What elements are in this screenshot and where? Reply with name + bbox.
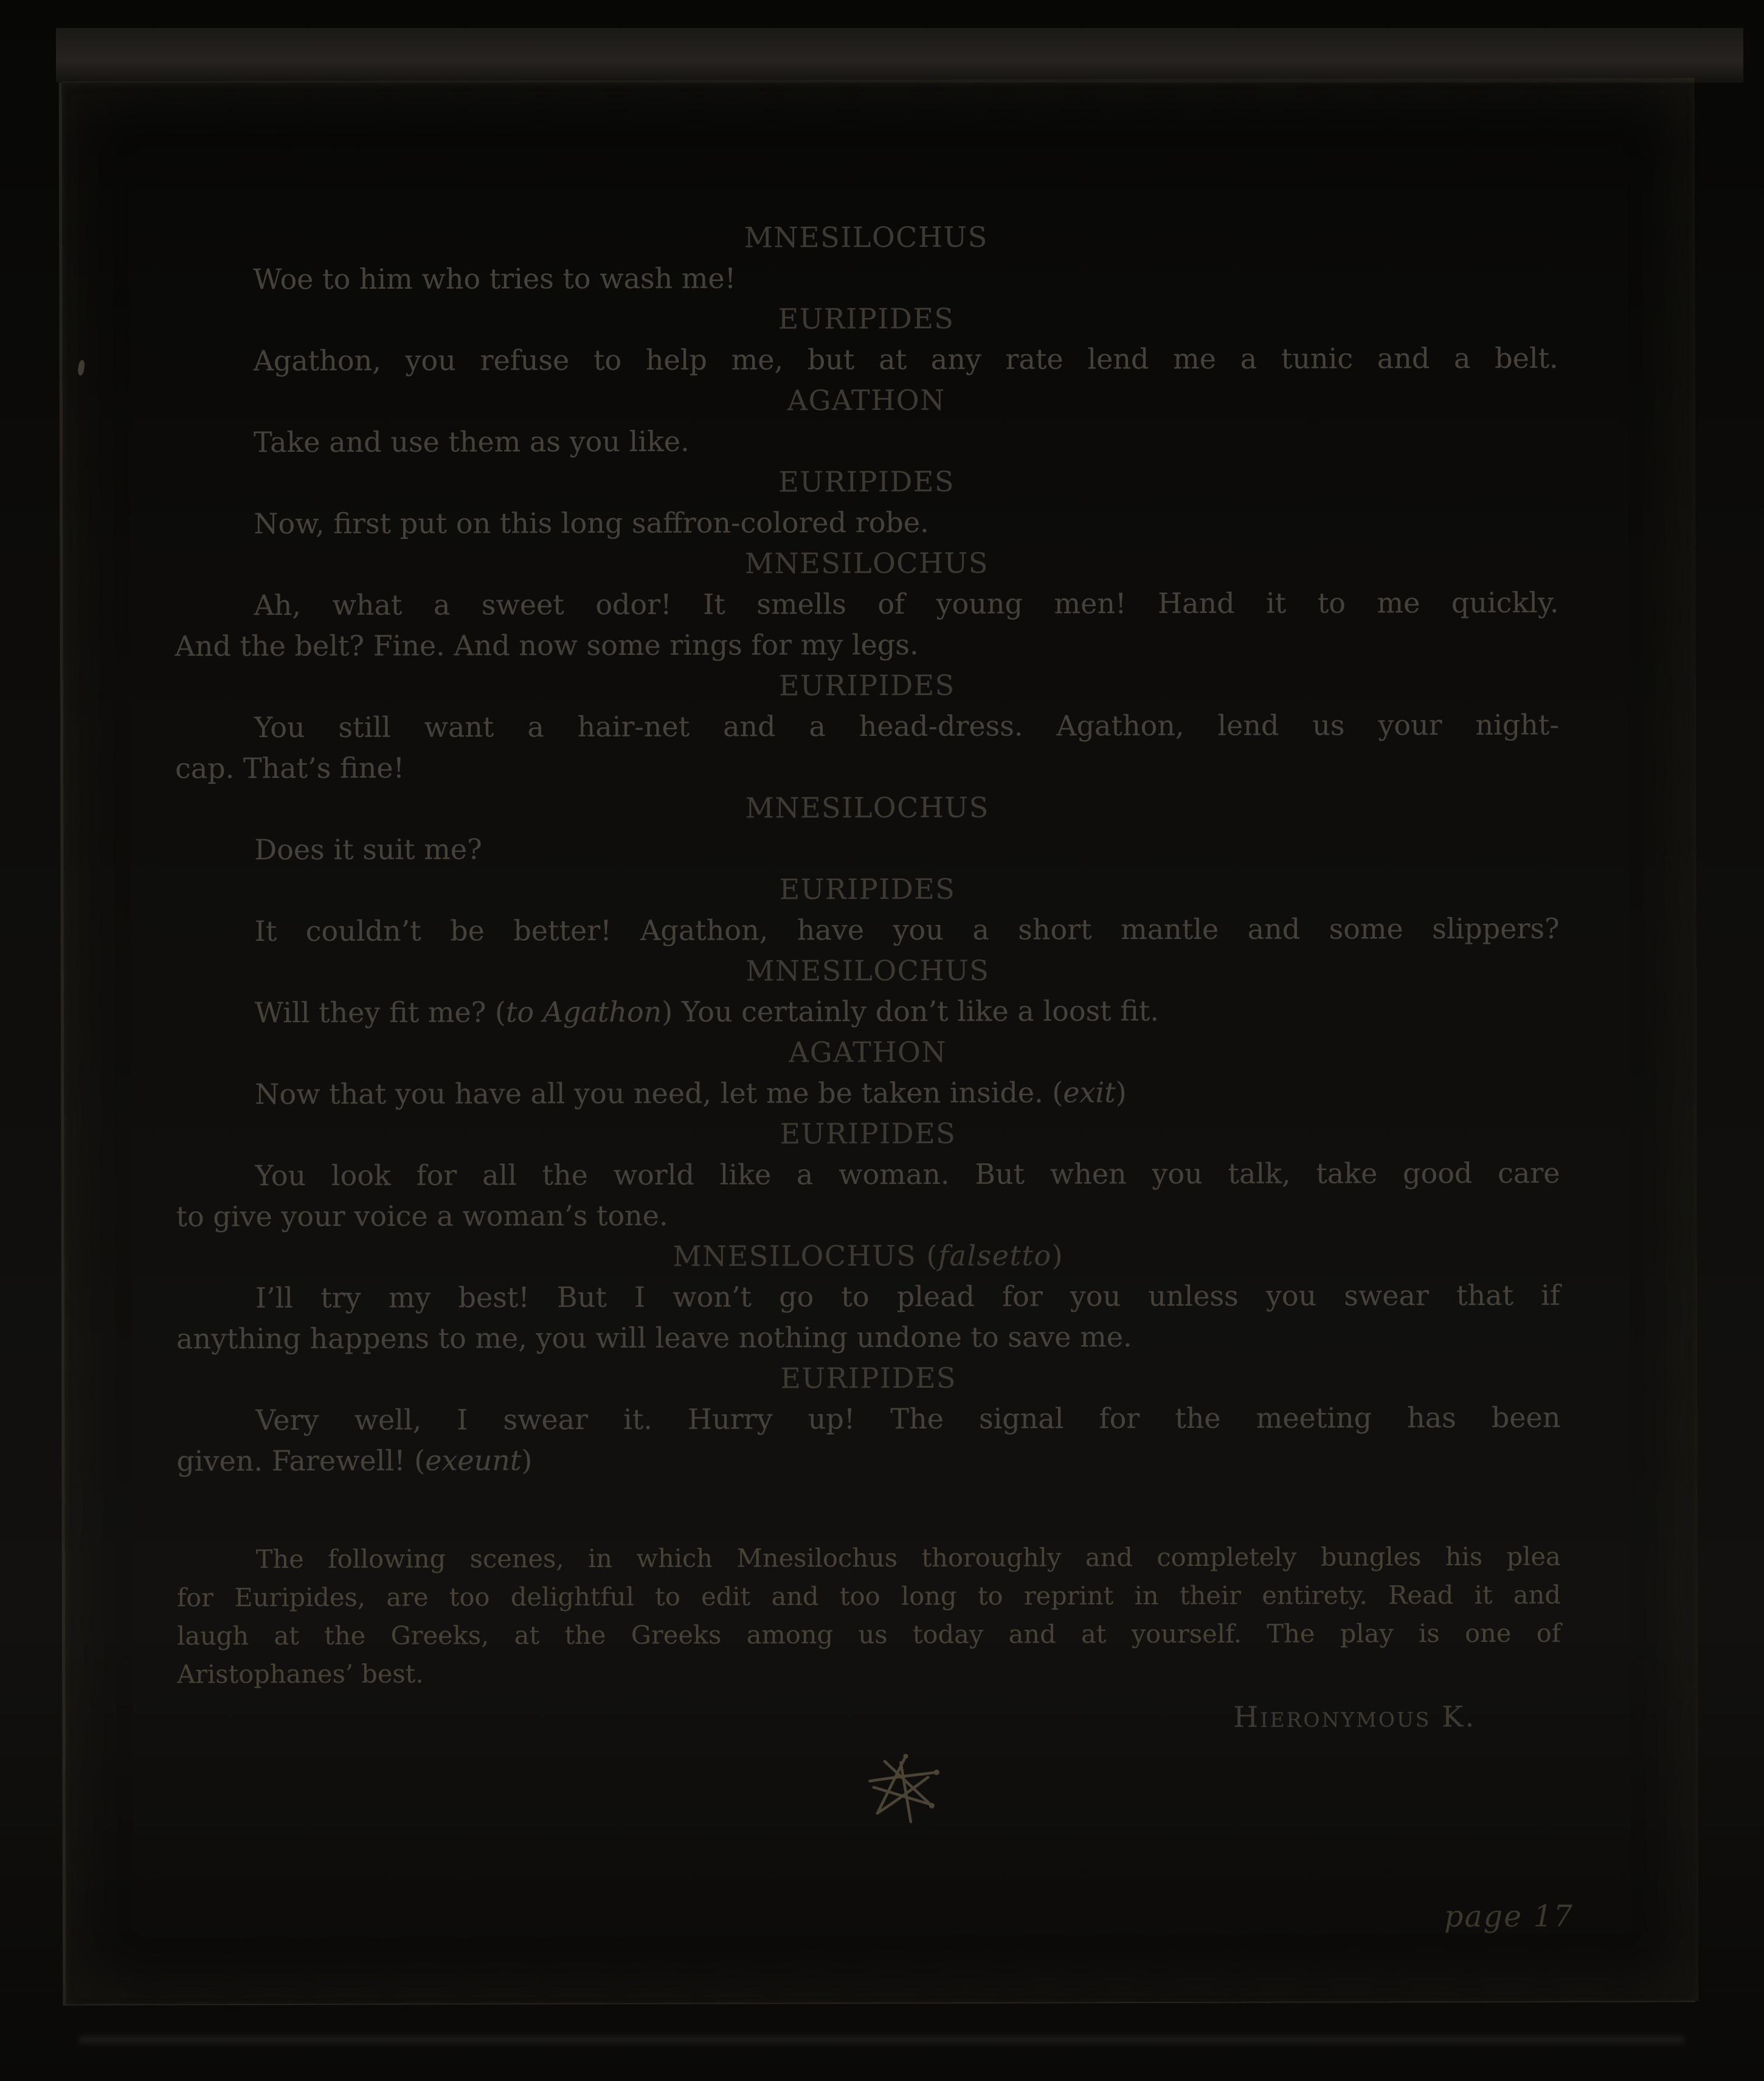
dialogue-line: The following scenes, in which Mnesilochus thoroughly and completely bungles his plea: [255, 1541, 1561, 1574]
dialogue-line: laugh at the Greeks, at the Greeks among us today and at yourself. The play is one of: [176, 1618, 1562, 1651]
speaker-heading: AGATHON: [789, 1035, 947, 1069]
speaker-heading: MNESILOCHUS: [745, 791, 989, 825]
speaker-heading: AGATHON: [787, 383, 946, 417]
dialogue-line: Aristophanes’ best.: [177, 1658, 424, 1689]
speaker-heading: MNESILOCHUS: [745, 954, 990, 988]
dialogue-line: Now, first put on this long saffron-colored robe.: [254, 505, 929, 541]
star-scribble-icon: [866, 1751, 944, 1826]
backdrop-streak: [79, 2036, 1684, 2043]
page-content: [174, 216, 1561, 1740]
dialogue-line: cap. That’s fine!: [175, 751, 405, 785]
book-edge-shadow: [56, 28, 1743, 83]
speaker-heading: EURIPIDES: [778, 302, 955, 336]
speaker-heading: MNESILOCHUS: [744, 220, 988, 254]
speaker-heading: EURIPIDES: [778, 465, 955, 499]
dialogue-line: Take and use them as you like.: [253, 424, 690, 459]
ink-speck: [77, 359, 85, 376]
dialogue-line: to give your voice a woman’s tone.: [176, 1199, 668, 1233]
page-number: page 17: [1444, 1899, 1574, 1934]
dialogue-line: You still want a hair-net and a head-dress. Agathon, lend us your night-: [254, 708, 1559, 744]
dialogue-line: And the belt? Fine. And now some rings for my legs.: [175, 628, 919, 663]
speaker-heading: EURIPIDES: [780, 1361, 957, 1395]
speaker-heading: EURIPIDES: [778, 668, 955, 702]
editor-signature: Hieronymous K.: [1233, 1700, 1476, 1734]
speaker-heading: EURIPIDES: [779, 872, 956, 906]
speaker-heading: EURIPIDES: [780, 1117, 956, 1151]
dialogue-line: Does it suit me?: [254, 833, 482, 867]
speaker-heading: MNESILOCHUS: [744, 546, 989, 580]
dialogue-line: You look for all the world like a woman. But when you talk, take good care: [255, 1156, 1560, 1193]
dialogue-line: It couldn’t be better! Agathon, have you a short mantle and some slippers?: [254, 912, 1560, 948]
dialogue: [174, 216, 1560, 1482]
dialogue-line: Agathon, you refuse to help me, but at any rate lend me a tunic and a belt.: [253, 341, 1558, 378]
dialogue-line: Will they fit me? (to Agathon) You certainly don’t like a loost fit.: [254, 994, 1160, 1030]
dialogue-line: given. Farewell! (exeunt): [176, 1444, 533, 1478]
dialogue-line: Very well, I swear it. Hurry up! The signal for the meeting has been: [255, 1401, 1561, 1437]
editor-note: [177, 1537, 1562, 1694]
speaker-heading: MNESILOCHUS (falsetto): [673, 1239, 1064, 1273]
dialogue-line: I’ll try my best! But I won’t go to plead for you unless you swear that if: [255, 1278, 1560, 1315]
dialogue-line: Woe to him who tries to wash me!: [253, 261, 736, 296]
dialogue-line: Now that you have all you need, let me be taken inside. (exit): [255, 1076, 1127, 1111]
dialogue-line: Ah, what a sweet odor! It smells of young men! Hand it to me quickly.: [254, 586, 1559, 622]
dialogue-line: anything happens to me, you will leave nothing undone to save me.: [176, 1320, 1132, 1356]
dialogue-line: for Euripides, are too delightful to edit and too long to reprint in their entirety. Read it and: [176, 1579, 1561, 1613]
book-page: [62, 78, 1699, 2004]
